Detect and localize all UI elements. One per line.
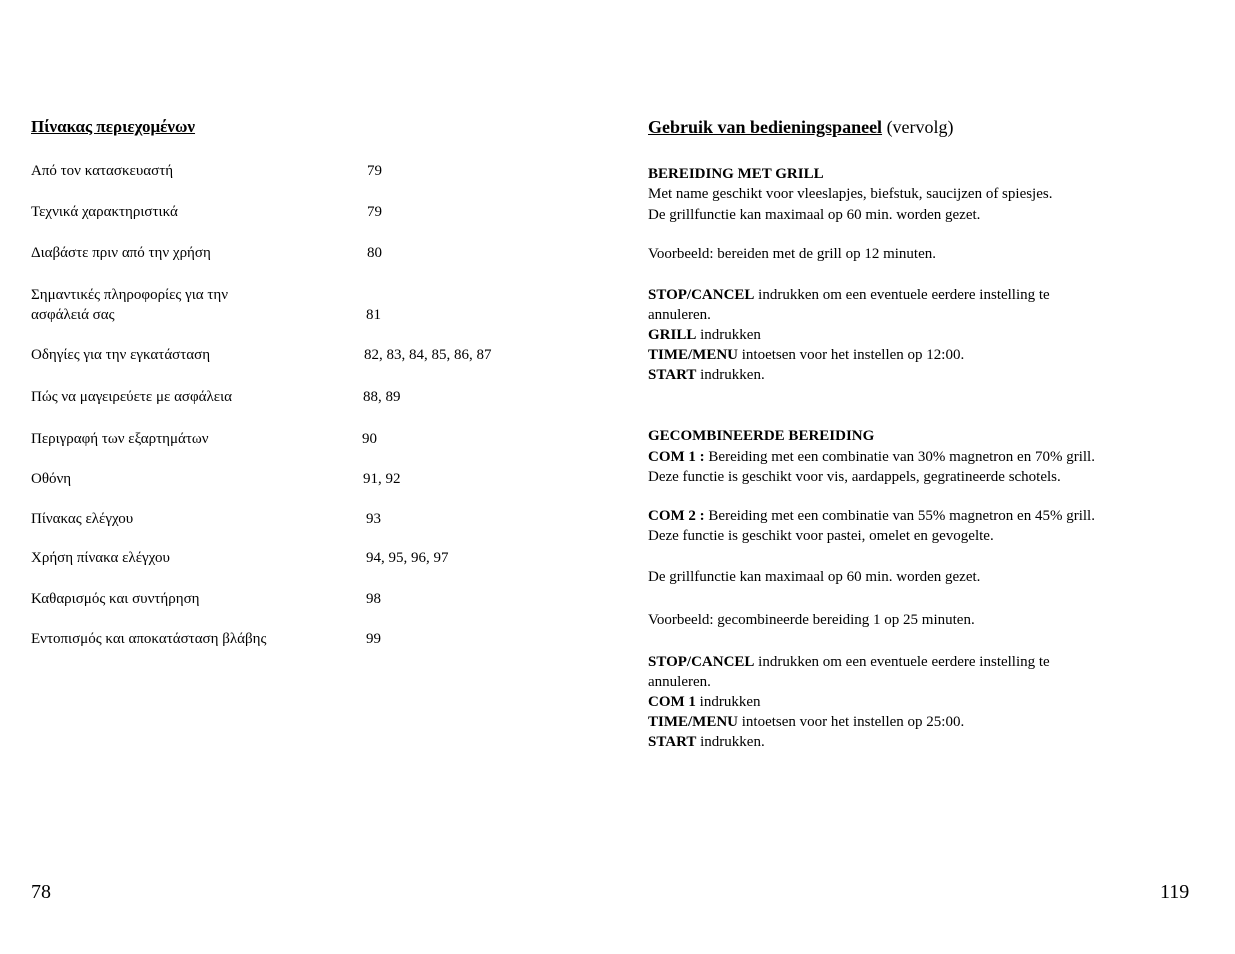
toc-entry-label-continuation: ασφάλειά σας bbox=[31, 307, 115, 323]
bold-text: STOP/CANCEL bbox=[648, 287, 755, 303]
toc-entry-label: Καθαρισμός και συντήρηση bbox=[31, 591, 200, 607]
line-text: Met name geschikt voor vleeslapjes, biefstuk, saucijzen of spiesjes. bbox=[648, 186, 1053, 202]
toc-entry-label: Περιγραφή των εξαρτημάτων bbox=[31, 431, 209, 447]
page-number: 119 bbox=[1160, 881, 1190, 903]
instruction-line bbox=[648, 652, 1050, 672]
paragraph-line bbox=[648, 184, 1052, 204]
bold-text: TIME/MENU bbox=[648, 347, 738, 363]
left-page bbox=[0, 0, 600, 954]
line-text: annuleren. bbox=[648, 674, 711, 690]
instruction-line bbox=[648, 712, 964, 732]
page-number: 78 bbox=[31, 881, 51, 903]
section-title-suffix: (vervolg) bbox=[882, 117, 954, 137]
line-text: annuleren. bbox=[648, 307, 711, 323]
paragraph-line bbox=[648, 205, 980, 225]
bold-text: START bbox=[648, 367, 697, 383]
line-text: Deze functie is geschikt voor pastei, omelet en gevogelte. bbox=[648, 528, 994, 544]
bold-text: BEREIDING MET GRILL bbox=[648, 166, 824, 182]
section-title-main: Gebruik van bedieningspaneel bbox=[648, 117, 883, 137]
bold-text: START bbox=[648, 734, 697, 750]
instruction-line bbox=[648, 365, 765, 385]
toc-entry-pages: 79 bbox=[367, 204, 382, 220]
instruction-line bbox=[648, 285, 1050, 305]
bold-text: COM 2 : bbox=[648, 508, 705, 524]
line-text: Deze functie is geschikt voor vis, aardappels, gegratineerde schotels. bbox=[648, 469, 1061, 485]
subsection-heading bbox=[648, 164, 824, 184]
toc-entry-pages: 79 bbox=[367, 163, 382, 179]
line-text: Voorbeeld: gecombineerde bereiding 1 op 25 minuten. bbox=[648, 612, 975, 628]
line-text: indrukken bbox=[696, 327, 761, 343]
toc-entry-label: Από τον κατασκευαστή bbox=[31, 163, 174, 179]
toc-title: Πίνακας περιεχομένων bbox=[31, 117, 196, 136]
toc-entry-label: Οθόνη bbox=[31, 471, 72, 487]
toc-entry-pages: 99 bbox=[366, 631, 381, 647]
line-text: Bereiding met een combinatie van 30% magnetron en 70% grill. bbox=[704, 449, 1095, 465]
toc-entry-pages: 91, 92 bbox=[363, 471, 401, 487]
toc-entry-pages: 93 bbox=[366, 511, 381, 527]
toc-entry-pages: 90 bbox=[362, 431, 377, 447]
instruction-line bbox=[648, 692, 761, 712]
paragraph-line bbox=[648, 526, 994, 546]
bold-text: GECOMBINEERDE BEREIDING bbox=[648, 428, 875, 444]
toc-entry-label: Οδηγίες για την εγκατάσταση bbox=[31, 347, 211, 363]
line-text: De grillfunctie kan maximaal op 60 min. worden gezet. bbox=[648, 207, 981, 223]
toc-entry-pages: 94, 95, 96, 97 bbox=[366, 550, 449, 566]
instruction-line bbox=[648, 672, 711, 692]
toc-entry-pages: 82, 83, 84, 85, 86, 87 bbox=[364, 347, 492, 363]
line-text: indrukken om een eventuele eerdere instelling te bbox=[754, 654, 1050, 670]
line-text: indrukken om een eventuele eerdere instelling te bbox=[754, 287, 1050, 303]
toc-entry-label: Πώς να μαγειρεύετε με ασφάλεια bbox=[31, 389, 232, 405]
toc-entry-label: Τεχνικά χαρακτηριστικά bbox=[31, 204, 178, 220]
toc-entry-pages: 88, 89 bbox=[363, 389, 401, 405]
right-page bbox=[617, 0, 1235, 954]
line-text: Bereiding met een combinatie van 55% magnetron en 45% grill. bbox=[704, 508, 1095, 524]
section-title bbox=[648, 117, 954, 138]
bold-text: COM 1 bbox=[648, 694, 696, 710]
toc-entry-label: Σημαντικές πληροφορίες για την bbox=[31, 287, 229, 303]
line-text: indrukken bbox=[695, 694, 761, 710]
toc-entry-pages: 98 bbox=[366, 591, 381, 607]
bold-text: GRILL bbox=[648, 327, 697, 343]
paragraph-line bbox=[648, 467, 1061, 487]
toc-entry-label: Εντοπισμός και αποκατάσταση βλάβης bbox=[31, 631, 267, 647]
toc-entry-pages: 80 bbox=[367, 245, 382, 261]
instruction-line bbox=[648, 732, 765, 752]
instruction-line bbox=[648, 305, 711, 325]
paragraph-line bbox=[648, 610, 975, 630]
paragraph-line bbox=[648, 567, 980, 587]
bold-text: TIME/MENU bbox=[648, 714, 738, 730]
line-text: intoetsen voor het instellen op 25:00. bbox=[738, 714, 965, 730]
paragraph-line bbox=[648, 447, 1095, 467]
bold-text: COM 1 : bbox=[648, 449, 705, 465]
line-text: De grillfunctie kan maximaal op 60 min. worden gezet. bbox=[648, 569, 981, 585]
toc-entry-label: Διαβάστε πριν από την χρήση bbox=[31, 245, 211, 261]
instruction-line bbox=[648, 345, 964, 365]
paragraph-line bbox=[648, 244, 936, 264]
line-text: Voorbeeld: bereiden met de grill op 12 minuten. bbox=[648, 246, 936, 262]
line-text: intoetsen voor het instellen op 12:00. bbox=[738, 347, 965, 363]
toc-entry-label: Χρήση πίνακα ελέγχου bbox=[31, 550, 170, 566]
bold-text: STOP/CANCEL bbox=[648, 654, 755, 670]
toc-entry-pages: 81 bbox=[366, 307, 381, 323]
toc-entry-label: Πίνακας ελέγχου bbox=[31, 511, 134, 527]
paragraph-line bbox=[648, 506, 1095, 526]
subsection-heading bbox=[648, 426, 874, 446]
line-text: indrukken. bbox=[696, 367, 765, 383]
instruction-line bbox=[648, 325, 761, 345]
line-text: indrukken. bbox=[696, 734, 765, 750]
